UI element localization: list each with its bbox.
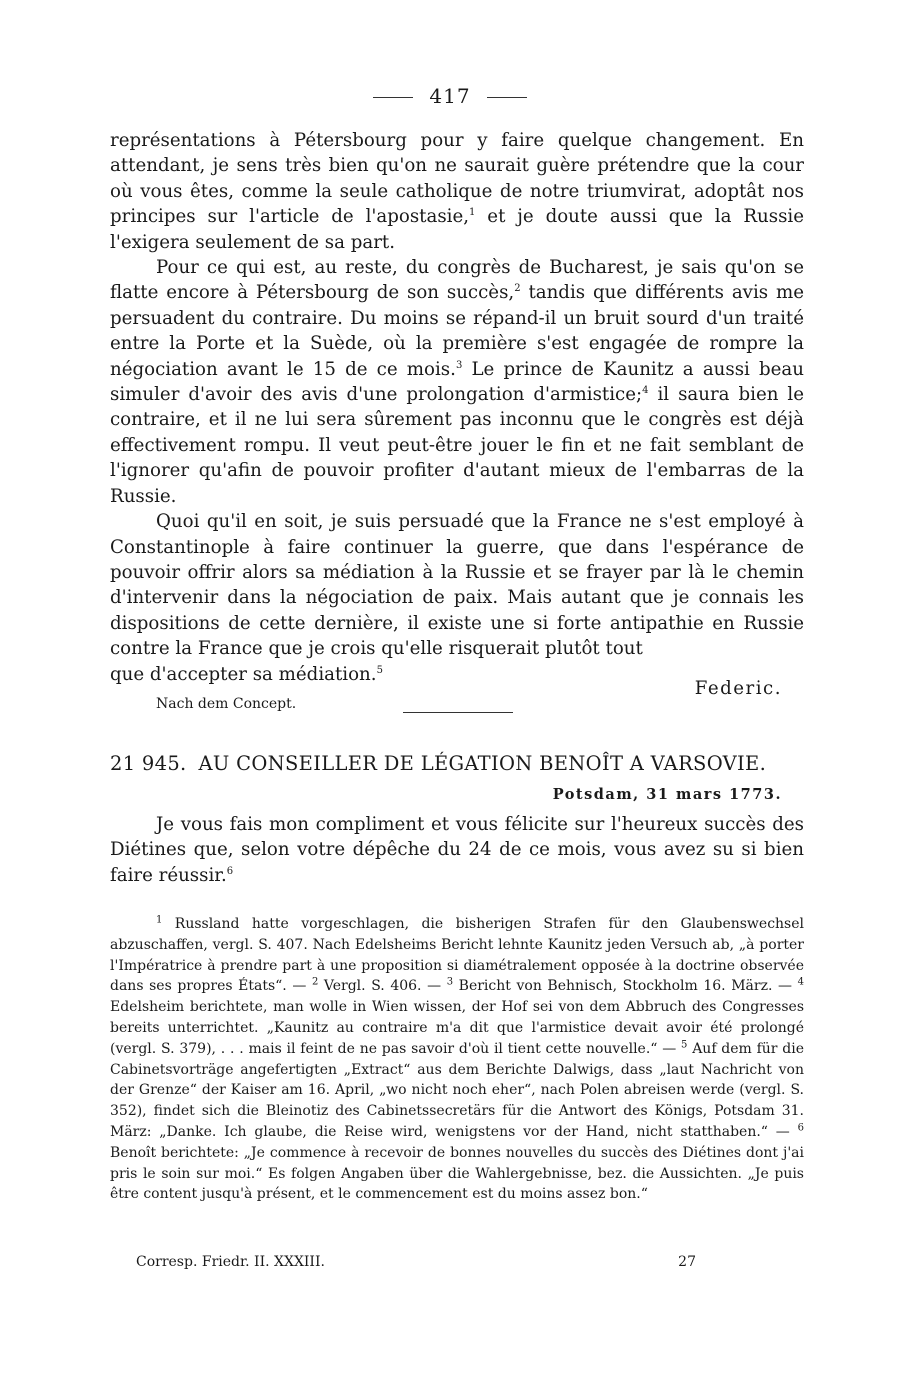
- letter-body-second: [110, 812, 804, 888]
- page-header: [0, 84, 900, 108]
- publication-reference: Corresp. Friedr. II. XXXIII.: [136, 1254, 325, 1270]
- footnote-mark: 2: [514, 283, 521, 295]
- footnote-number: 6: [797, 1122, 804, 1134]
- footnote-mark: 6: [226, 865, 234, 877]
- paragraph-1: représentations à Pétersbourg pour y faire quelque changement. En attendant, je sens très bien qu'on ne saurait guère prétendre que la cour où vous êtes, comme la seule catholique de notre triumvirat, adoptât nos principes sur l'article de l'apostasie,$^1$ et je doute aussi que la Russie l'exigera seulement de sa part.: [110, 130, 805, 253]
- signature: Federic.: [694, 677, 782, 699]
- signature-mark: 27: [678, 1254, 696, 1270]
- footnotes: [110, 914, 804, 1205]
- footnote-mark: 5: [376, 664, 383, 676]
- page-number: 417: [429, 84, 471, 108]
- letter-number: 21 945.: [110, 752, 187, 775]
- footnote-mark: 1: [469, 207, 476, 219]
- footnote-number: 1: [156, 914, 163, 926]
- page-footer: [136, 1254, 696, 1270]
- letter-body-main: [110, 128, 804, 712]
- paragraph-2: Pour ce qui est, au reste, du congrès de Bucharest, je sais qu'on se flatte encore à Pétersbourg de son succès,$^2$ tandis que différents avis me persuadent du contraire. Du moins se répand-il un bruit sourd d'un traité entre la Porte et la Suède, où la première s'est engagée de rompre la négociation avant le 15 de ce mois.$^3$ Le prince de Kaunitz a aussi beau simuler d'avoir des avis d'une prolongation d'armistice;$^4$ il saura bien le contraire, et il ne lui sera sûrement pas inconnu que le congrès est déjà effectivement rompu. Il veut peut-être jouer le fin et ne fait semblant de l'ignorer qu'afin de pouvoir profiter d'autant mieux de l'embarras de la Russie.: [110, 257, 804, 507]
- letter-heading: [110, 752, 804, 775]
- footnote-block: $^1$ Russland hatte vorgeschlagen, die bisherigen Strafen für den Glaubenswechsel abzuschaffen, vergl. S. 407. Nach Edelsheims Bericht lehnte Kaunitz jeden Versuch ab, „à porter l'Impératrice à prendre part à une proposition si diamétralement opposée à la doctrine observée dans ses propres États“. — $^2$ Vergl. S. 406. — $^3$ Bericht von Behnisch, Stockholm 16. März. — $^4$ Edelsheim berichtete, man wolle in Wien wissen, der Hof sei von dem Abbruch des Congresses bereits unterrichtet. „Kaunitz au contraire m'a dit que l'armistice devait avoir été prolongé (vergl. S. 379), . . . mais il feint de ne pas savoir d'où il tient cette nouvelle.“ — $^5$ Auf dem für die Cabinetsvorträge angefertigten „Extract“ aus dem Berichte Dalwigs, dass „laut Nachricht von der Grenze“ der Kaiser am 16. April, „wo nicht noch eher“, nach Polen abreisen werde (vergl. S. 352), findet sich die Bleinotiz des Cabinetssecretärs für die Antwort des Königs, Potsdam 31. März: „Danke. Ich glaube, die Reise wird, wenigstens vor der Hand, nicht statthaben.“ — $^6$ Benoît berichtete: „Je commence à recevoir de bonnes nouvelles du succès des Diétines dont j'ai pris le soin sur moi.“ Es folgen Angaben über die Wahlergebnisse, bez. die Aussichten. „Je puis être content jusqu'à présent, et le commencement est du moins assez bon.“: [110, 914, 804, 1203]
- header-rule-right: [487, 97, 527, 98]
- closing-line: que d'accepter sa médiation.$^5$: [110, 663, 383, 685]
- footnote-mark: 3: [455, 359, 463, 371]
- header-rule-left: [373, 97, 413, 98]
- footnote-number: 4: [797, 976, 804, 988]
- paragraph-3: Quoi qu'il en soit, je suis persuadé que la France ne s'est employé à Constantinople à faire continuer la guerre, que dans l'espérance de pouvoir offrir alors sa médiation à la Russie et se frayer par là le chemin d'intervenir dans la négociation de paix. Mais autant que je connais les dispositions de cette dernière, il existe une si forte antipathie en Russie contre la France que je crois qu'elle risquerait plutôt tout: [110, 511, 804, 660]
- footnote-number: 2: [311, 976, 319, 988]
- letter-paragraph: Je vous fais mon compliment et vous félicite sur l'heureux succès des Diétines que, selon votre dépêche du 24 de ce mois, vous avez su si bien faire réussir.$^6$: [110, 814, 804, 886]
- section-divider: [403, 712, 513, 713]
- footnote-number: 3: [446, 976, 454, 988]
- footnote-mark: 4: [642, 385, 649, 396]
- place-date: Potsdam, 31 mars 1773.: [552, 786, 782, 803]
- footnote-number: 5: [681, 1039, 688, 1051]
- letter-title: AU CONSEILLER DE LÉGATION BENOÎT A VARSOVIE.: [198, 752, 767, 775]
- source-note: Nach dem Concept.: [156, 695, 297, 712]
- closing-row: [110, 662, 804, 712]
